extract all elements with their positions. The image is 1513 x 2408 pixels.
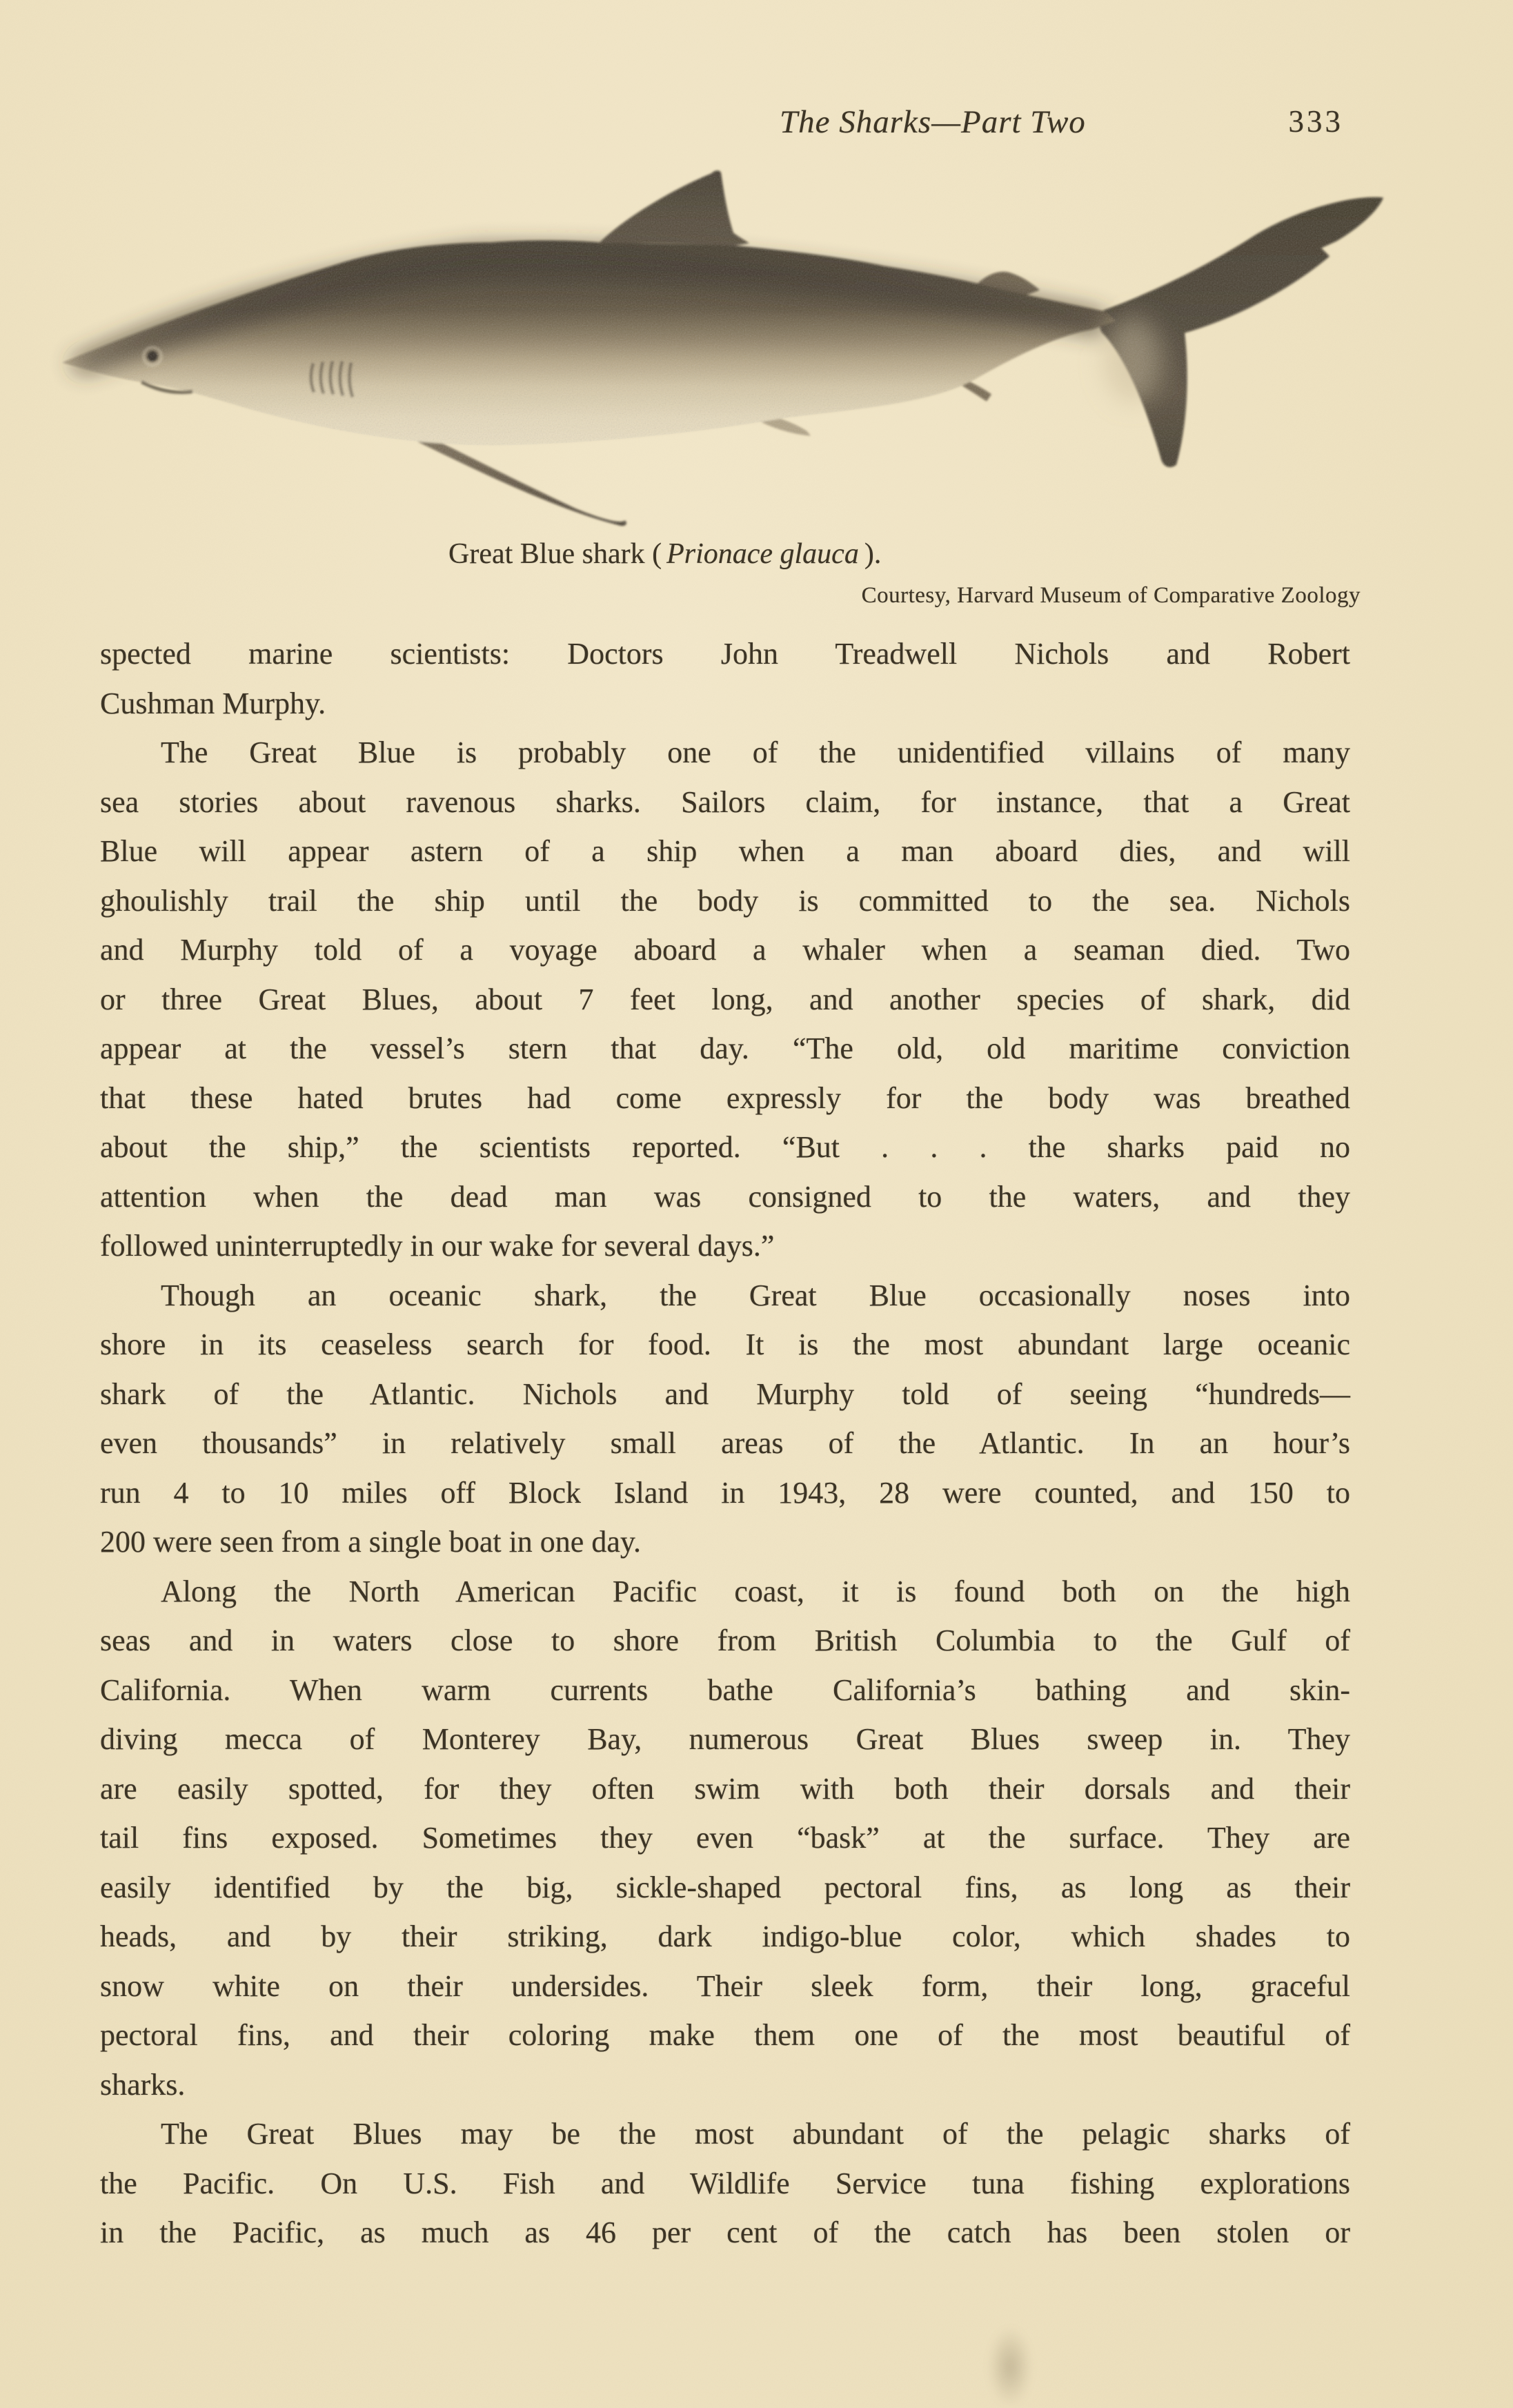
paragraph [100, 629, 1350, 728]
text-line: sharks. [100, 2067, 186, 2102]
text-line: in the Pacific, as much as 46 per cent of the catch has been stolen or [100, 2215, 1350, 2249]
text-line: spected marine scientists: Doctors John Treadwell Nichols and Robert [100, 637, 1350, 671]
text-line: Though an oceanic shark, the Great Blue occasionally noses into [161, 1278, 1350, 1312]
text-line: followed uninterruptedly in our wake for several days.” [100, 1229, 775, 1263]
text-line: Blue will appear astern of a ship when a man aboard dies, and will [100, 834, 1350, 868]
body-text [100, 629, 1350, 2258]
paragraph [100, 728, 1350, 1271]
caption-species-italic: Prionace glauca [666, 538, 859, 570]
running-head [100, 103, 1350, 145]
figure-caption [448, 537, 881, 571]
text-line: 200 were seen from a single boat in one day. [100, 1525, 642, 1559]
text-line: Along the North American Pacific coast, it is found both on the high [161, 1574, 1350, 1608]
text-line: The Great Blue is probably one of the unidentified villains of many [161, 736, 1350, 769]
paragraph [100, 1271, 1350, 1567]
text-line: shore in its ceaseless search for food. It is the most abundant large oceanic [100, 1328, 1350, 1361]
photo-grain-overlay [38, 161, 1404, 537]
text-line: that these hated brutes had come expressly for the body was breathed [100, 1080, 1350, 1115]
figure-credit: Courtesy, Harvard Museum of Comparative Zoology [861, 583, 1361, 608]
text-line: The Great Blues may be the most abundant of the pelagic sharks of [161, 2117, 1350, 2151]
text-line: run 4 to 10 miles off Block Island in 1943, 28 were counted, and 150 to [100, 1475, 1350, 1510]
text-line: tail fins exposed. Sometimes they even “bask” at the surface. They are [100, 1821, 1350, 1855]
text-line: California. When warm currents bathe California’s bathing and skin- [100, 1672, 1350, 1707]
text-line: attention when the dead man was consigned to the waters, and they [100, 1179, 1350, 1214]
shark-illustration [38, 160, 1404, 538]
text-line: sea stories about ravenous sharks. Sailors claim, for instance, that a Great [100, 784, 1350, 819]
text-line: are easily spotted, for they often swim with both their dorsals and their [100, 1771, 1350, 1806]
text-line: pectoral fins, and their coloring make them one of the most beautiful of [100, 2018, 1350, 2052]
text-line: and Murphy told of a voyage aboard a whaler when a seaman died. Two [100, 933, 1350, 967]
text-line: seas and in waters close to shore from British Columbia to the Gulf of [100, 1624, 1350, 1657]
text-line: diving mecca of Monterey Bay, numerous Great Blues sweep in. They [100, 1722, 1350, 1756]
text-line: even thousands” in relatively small areas of the Atlantic. In an hour’s [100, 1426, 1350, 1460]
caption-text: Great Blue shark ( [448, 538, 662, 570]
text-line: appear at the vessel’s stern that day. “The old, old maritime conviction [100, 1032, 1350, 1065]
text-line: snow white on their undersides. Their sleek form, their long, graceful [100, 1968, 1350, 2003]
text-line: ghoulishly trail the ship until the body is committed to the sea. Nichols [100, 883, 1350, 918]
page-smudge [988, 2327, 1032, 2407]
text-line: easily identified by the big, sickle-shaped pectoral fins, as long as their [100, 1870, 1350, 1904]
running-head-title: The Sharks—Part Two [780, 104, 1086, 140]
text-line: about the ship,” the scientists reported. “But . . . the sharks paid no [100, 1130, 1350, 1164]
paragraph [100, 2109, 1350, 2258]
text-line: shark of the Atlantic. Nichols and Murphy told of seeing “hundreds— [100, 1376, 1350, 1411]
text-line: Cushman Murphy. [100, 686, 326, 720]
text-line: the Pacific. On U.S. Fish and Wildlife Service tuna fishing explorations [100, 2166, 1350, 2200]
page-number: 333 [1288, 104, 1343, 139]
text-line: heads, and by their striking, dark indigo-blue color, which shades to [100, 1920, 1350, 1953]
shark-figure [38, 160, 1404, 538]
caption-text-end: ). [864, 538, 882, 570]
text-line: or three Great Blues, about 7 feet long, and another species of shark, did [100, 982, 1350, 1016]
paragraph [100, 1567, 1350, 2110]
